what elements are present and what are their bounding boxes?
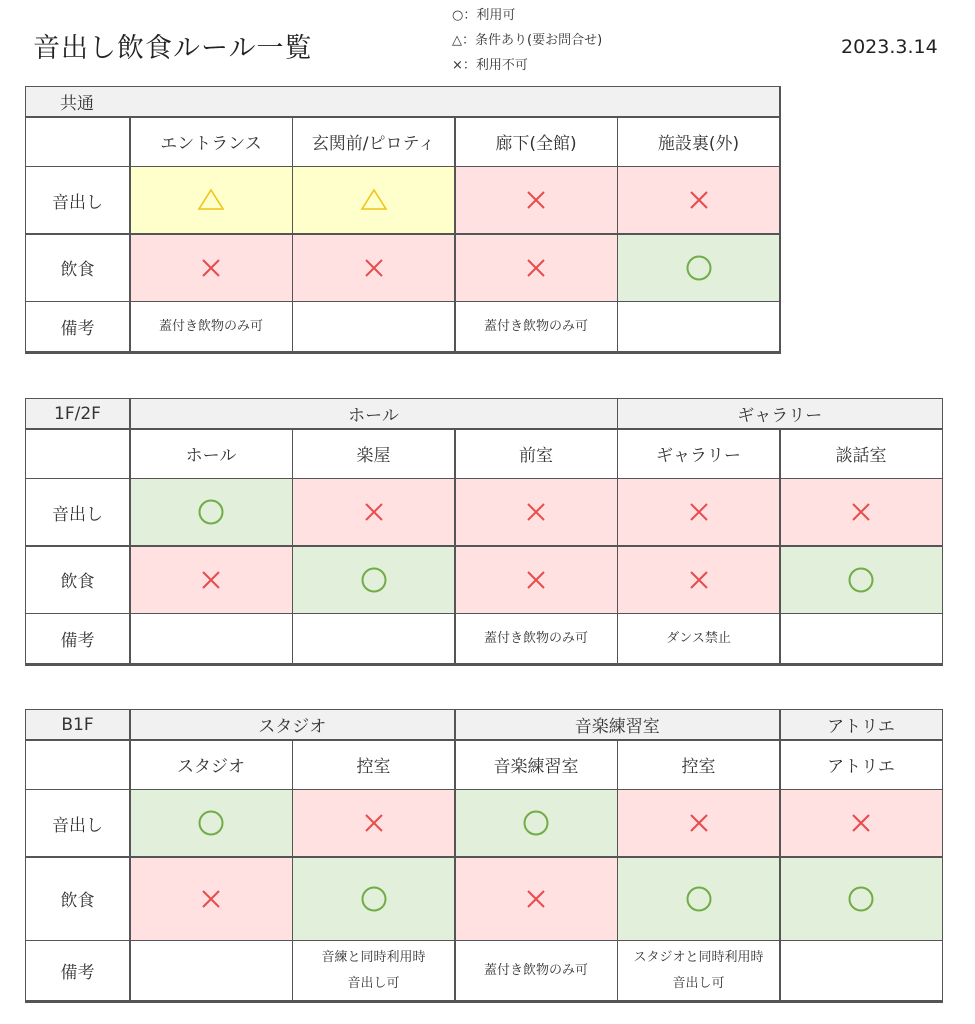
row-label-notes: 備考 [26, 302, 129, 351]
circle-icon [521, 808, 551, 838]
status-cell [293, 167, 454, 233]
cross-icon [359, 808, 389, 838]
status-cell [781, 547, 942, 613]
note-cell [618, 941, 779, 1000]
status-cell [456, 790, 617, 856]
status-cell [456, 235, 617, 301]
status-cell [293, 547, 454, 613]
circle-icon [846, 565, 876, 595]
circle-icon [684, 884, 714, 914]
row-label-sound: 音出し [26, 167, 129, 233]
legend [452, 6, 602, 81]
cross-icon [521, 185, 551, 215]
note-cell [293, 302, 454, 351]
room-header: 控室 [618, 741, 779, 789]
status-cell [131, 479, 292, 545]
note-cell [781, 614, 942, 663]
section-header: B1F [26, 710, 129, 739]
note-cell [131, 614, 292, 663]
note-cell: 蓋付き飲物のみ可 [131, 302, 292, 351]
note-line: 音出し可 [672, 975, 725, 991]
note-cell: 蓋付き飲物のみ可 [456, 302, 617, 351]
status-cell [618, 167, 779, 233]
legend-ng: ×：利用不可 [452, 58, 528, 73]
cross-icon [846, 808, 876, 838]
triangle-icon [359, 185, 389, 215]
circle-icon [684, 253, 714, 283]
group-header: アトリエ [781, 710, 942, 739]
section-header: 共通 [26, 87, 779, 116]
row-label-sound: 音出し [26, 479, 129, 545]
note-cell [131, 941, 292, 1000]
note-cell [618, 302, 779, 351]
table-common [25, 86, 781, 354]
status-cell [131, 790, 292, 856]
page-title: 音出し飲食ルール一覧 [33, 33, 313, 64]
cross-icon [521, 497, 551, 527]
corner-cell [26, 118, 129, 166]
cross-icon [846, 497, 876, 527]
room-header: ギャラリー [618, 430, 779, 478]
cross-icon [684, 497, 714, 527]
note-line: スタジオと同時利用時 [633, 949, 764, 965]
legend-conditional: △：条件あり(要お問合せ) [452, 33, 603, 48]
group-header: 音楽練習室 [456, 710, 780, 739]
note-line: 音出し可 [347, 975, 400, 991]
cross-icon [684, 565, 714, 595]
status-cell [781, 479, 942, 545]
circle-icon [846, 884, 876, 914]
group-header: ギャラリー [618, 399, 942, 428]
status-cell [618, 858, 779, 940]
room-header: エントランス [131, 118, 292, 166]
room-header: 前室 [456, 430, 617, 478]
row-label-sound: 音出し [26, 790, 129, 856]
room-header: 施設裏(外) [618, 118, 779, 166]
room-header: 玄関前/ピロティ [293, 118, 454, 166]
room-header: ホール [131, 430, 292, 478]
note-cell [456, 941, 617, 1000]
circle-icon [196, 497, 226, 527]
status-cell [456, 479, 617, 545]
status-cell [131, 167, 292, 233]
note-line: 蓋付き飲物のみ可 [483, 962, 588, 978]
row-label-food: 飲食 [26, 547, 129, 613]
cross-icon [196, 884, 226, 914]
row-label-food: 飲食 [26, 235, 129, 301]
circle-icon [196, 808, 226, 838]
status-cell [618, 547, 779, 613]
room-header: 廊下(全館) [456, 118, 617, 166]
cross-icon [684, 808, 714, 838]
status-cell [131, 858, 292, 940]
corner-cell [26, 430, 129, 478]
cross-icon [684, 185, 714, 215]
group-header: スタジオ [131, 710, 455, 739]
cross-icon [521, 884, 551, 914]
section-header: 1F/2F [26, 399, 129, 428]
status-cell [456, 167, 617, 233]
triangle-icon [196, 185, 226, 215]
room-header: スタジオ [131, 741, 292, 789]
status-cell [293, 235, 454, 301]
cross-icon [521, 253, 551, 283]
status-cell [293, 479, 454, 545]
status-cell [618, 235, 779, 301]
cross-icon [196, 253, 226, 283]
cross-icon [359, 497, 389, 527]
note-line: 音練と同時利用時 [321, 949, 426, 965]
row-label-notes: 備考 [26, 941, 129, 1000]
room-header: 音楽練習室 [456, 741, 617, 789]
note-cell [293, 614, 454, 663]
table-b1f [25, 709, 943, 1003]
circle-icon [359, 565, 389, 595]
status-cell [781, 858, 942, 940]
table-1f-2f [25, 398, 943, 666]
status-cell [618, 479, 779, 545]
status-cell [456, 858, 617, 940]
room-header: アトリエ [781, 741, 942, 789]
note-cell [293, 941, 454, 1000]
cross-icon [521, 565, 551, 595]
status-cell [781, 790, 942, 856]
circle-icon [359, 884, 389, 914]
row-label-notes: 備考 [26, 614, 129, 663]
status-cell [293, 790, 454, 856]
date: 2023.3.14 [841, 36, 938, 58]
row-label-food: 飲食 [26, 858, 129, 940]
room-header: 談話室 [781, 430, 942, 478]
status-cell [456, 547, 617, 613]
status-cell [293, 858, 454, 940]
status-cell [131, 235, 292, 301]
legend-ok: ○：利用可 [452, 8, 516, 23]
note-cell [781, 941, 942, 1000]
note-cell: ダンス禁止 [618, 614, 779, 663]
cross-icon [196, 565, 226, 595]
status-cell [618, 790, 779, 856]
note-cell: 蓋付き飲物のみ可 [456, 614, 617, 663]
corner-cell [26, 741, 129, 789]
cross-icon [359, 253, 389, 283]
room-header: 控室 [293, 741, 454, 789]
group-header: ホール [131, 399, 617, 428]
room-header: 楽屋 [293, 430, 454, 478]
status-cell [131, 547, 292, 613]
